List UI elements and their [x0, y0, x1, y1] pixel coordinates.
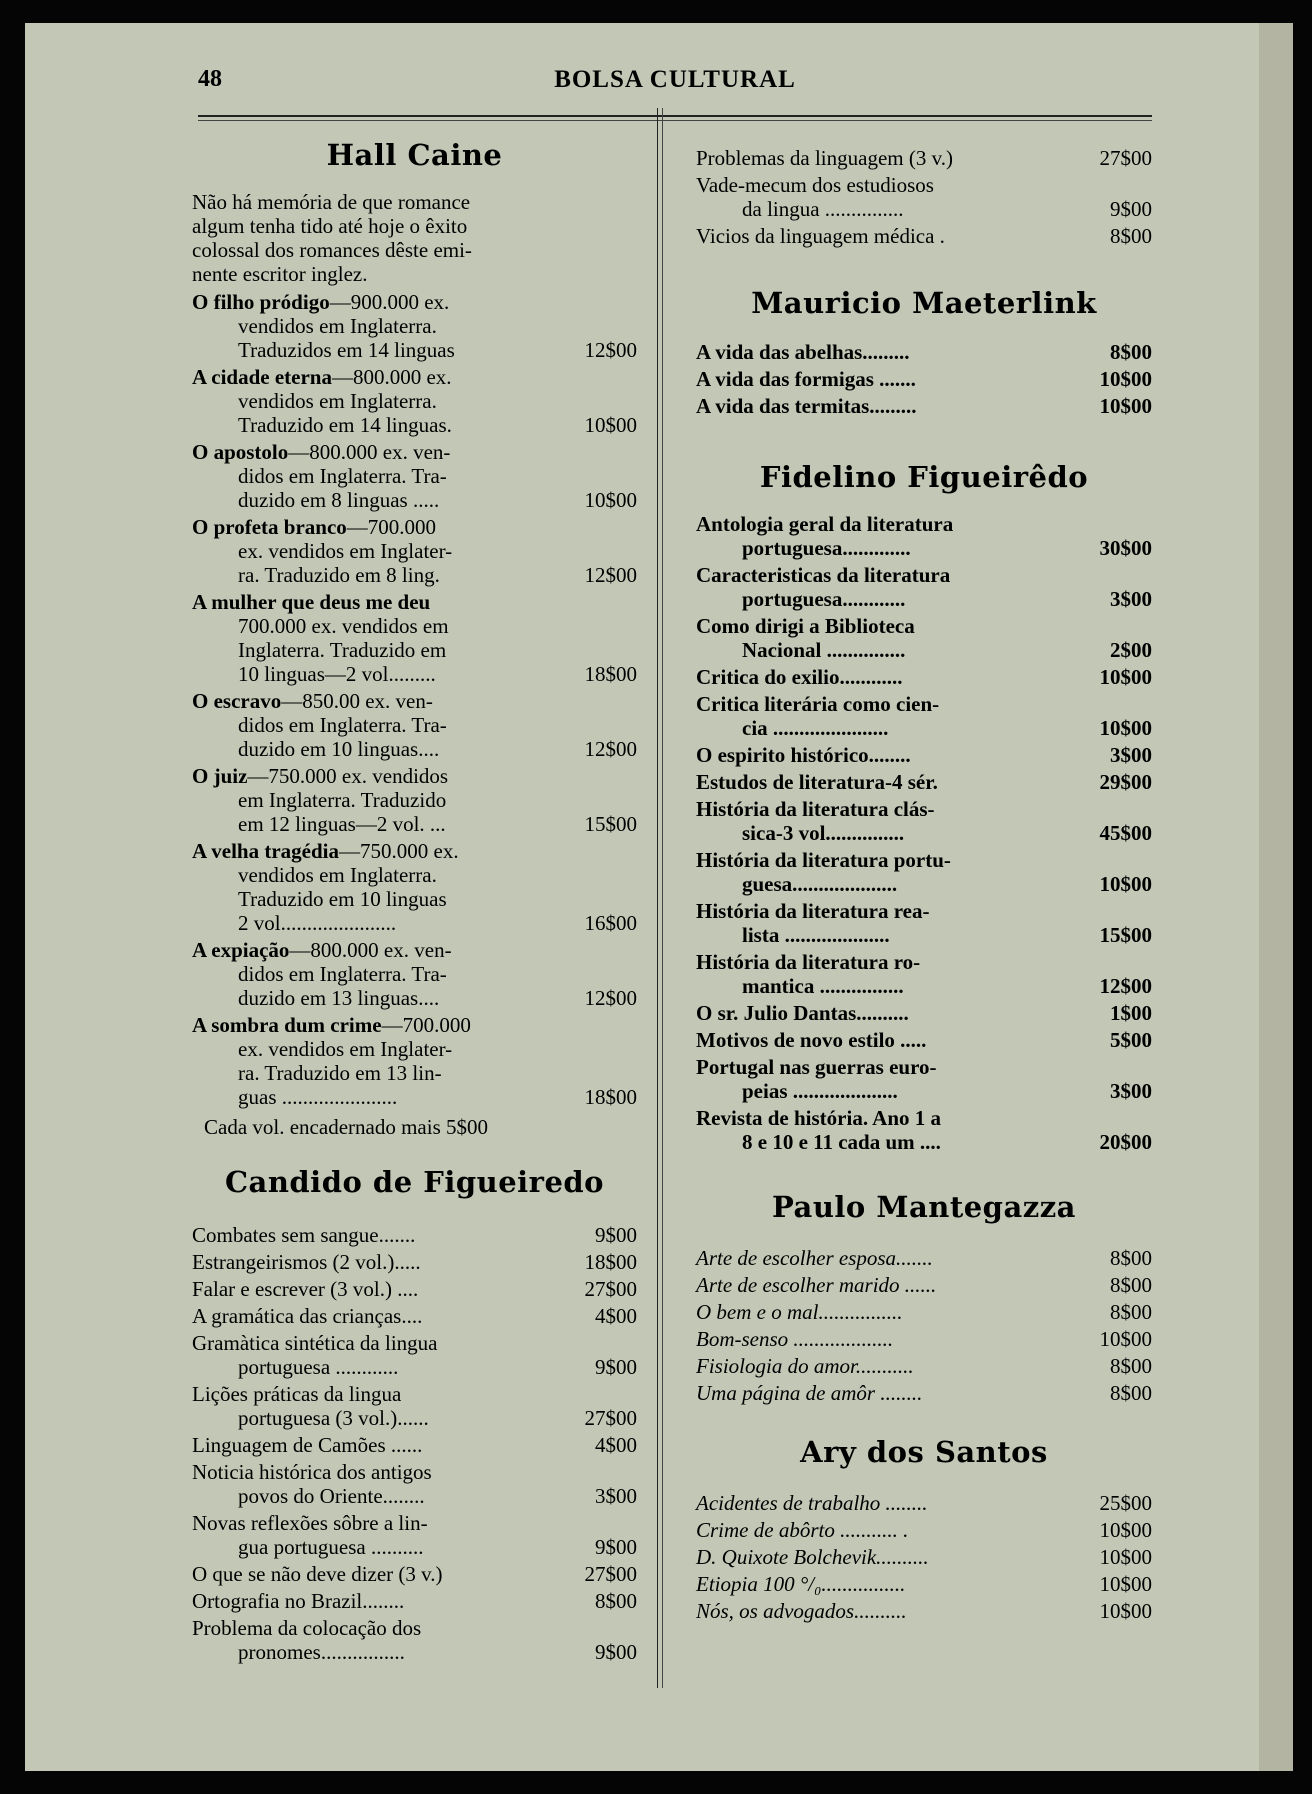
- entry-line: didos em Inglaterra. Tra-: [238, 713, 447, 737]
- catalog-entry: [192, 1616, 637, 1664]
- entry-title: [192, 1460, 559, 1508]
- entry-line: lista ....................: [742, 923, 890, 947]
- entry-line: vendidos em Inglaterra.: [238, 314, 437, 338]
- entry-line: Arte de escolher esposa.......: [696, 1246, 933, 1270]
- catalog-entry: [696, 394, 1152, 418]
- entry-line: O bem e o mal................: [696, 1300, 903, 1324]
- entry-title: [696, 1055, 1074, 1103]
- entry-title: [192, 1223, 559, 1247]
- entry-title: [192, 764, 559, 836]
- catalog-entry: [192, 839, 637, 935]
- entry-title: [696, 1273, 1074, 1297]
- entry-line: ex. vendidos em Inglater-: [238, 1037, 453, 1061]
- catalog-entry: [696, 665, 1152, 689]
- entry-line: peias ....................: [742, 1079, 898, 1103]
- entry-line: didos em Inglaterra. Tra-: [238, 464, 447, 488]
- entry-price: 29$00: [1099, 770, 1152, 794]
- catalog-entry: [696, 1273, 1152, 1297]
- entry-price: 4$00: [595, 1433, 637, 1457]
- entry-price: 27$00: [1099, 146, 1152, 170]
- entry-price: 9$00: [595, 1223, 637, 1247]
- catalog-entry: [192, 1304, 637, 1328]
- author-heading-ary: Ary dos Santos: [800, 1435, 1048, 1469]
- catalog-entry: [696, 1518, 1152, 1542]
- author-heading-candido: Candido de Figueiredo: [224, 1165, 605, 1199]
- entry-price: 3$00: [595, 1484, 637, 1508]
- entry-title: [192, 1382, 559, 1430]
- entry-line: Falar e escrever (3 vol.) ....: [192, 1277, 419, 1301]
- entry-title: [696, 665, 1074, 689]
- entry-title: [192, 365, 559, 437]
- entry-price: 8$00: [1110, 1381, 1152, 1405]
- entry-line: Critica literária como cien-: [696, 692, 940, 716]
- entry-title: [192, 1589, 559, 1613]
- catalog-entry: [192, 938, 637, 1010]
- entry-line: Fisiologia do amor...........: [696, 1354, 914, 1378]
- entry-title: [192, 1616, 559, 1664]
- entry-line: O juiz—750.000 ex. vendidos: [192, 764, 449, 788]
- intro-line: nente escritor inglez.: [192, 262, 368, 286]
- catalog-entry: [696, 614, 1152, 662]
- entry-title: [696, 512, 1074, 560]
- catalog-entry: [192, 590, 637, 686]
- entry-line: portuguesa............: [742, 587, 906, 611]
- catalog-entry: [696, 1028, 1152, 1052]
- catalog-entry: [192, 1460, 637, 1508]
- entry-price: 10$00: [1099, 1545, 1152, 1569]
- catalog-entry: [696, 770, 1152, 794]
- entry-line: Nacional ...............: [742, 638, 906, 662]
- entry-title: [696, 563, 1074, 611]
- catalog-entry: [696, 173, 1152, 221]
- entry-line: Como dirigi a Biblioteca: [696, 614, 915, 638]
- entry-line: O espirito histórico........: [696, 743, 911, 767]
- entry-line: A vida das abelhas.........: [696, 340, 910, 364]
- entry-line: Motivos de novo estilo .....: [696, 1028, 927, 1052]
- entry-line: duzido em 8 linguas .....: [238, 488, 440, 512]
- entry-line: 8 e 10 e 11 cada um ....: [742, 1130, 941, 1154]
- author-heading-fidelino: Fidelino Figueirêdo: [759, 460, 1089, 494]
- entry-price: 8$00: [1110, 1354, 1152, 1378]
- catalog-entry: [696, 797, 1152, 845]
- entry-line: O apostolo—800.000 ex. ven-: [192, 440, 451, 464]
- entry-title: [192, 689, 559, 761]
- entry-price: 10$00: [1099, 1518, 1152, 1542]
- entry-price: 8$00: [1110, 340, 1152, 364]
- column-divider-thin: [662, 108, 663, 1688]
- entry-line: mantica ................: [742, 974, 904, 998]
- entry-price: 16$00: [584, 911, 637, 935]
- right-column: [696, 146, 1152, 1623]
- catalog-entry: [192, 1331, 637, 1379]
- entry-price: 27$00: [584, 1277, 637, 1301]
- entry-price: 9$00: [595, 1640, 637, 1664]
- entry-title: [192, 1511, 559, 1559]
- entry-title: [696, 1028, 1074, 1052]
- intro-line: algum tenha tido até hoje o êxito: [192, 214, 468, 238]
- mantegazza-list: [696, 1246, 1152, 1405]
- maeterlink-list: [696, 340, 1152, 418]
- catalog-entry: [192, 1223, 637, 1247]
- entry-price: 20$00: [1099, 1130, 1152, 1154]
- entry-line: Etiopia 100 °/₀................: [696, 1572, 906, 1596]
- entry-title: [192, 515, 559, 587]
- entry-price: 9$00: [595, 1355, 637, 1379]
- entry-line: cia ......................: [742, 716, 889, 740]
- candido-list-continued: [696, 146, 1152, 248]
- entry-line: 700.000 ex. vendidos em: [238, 614, 449, 638]
- entry-line: portuguesa (3 vol.)......: [238, 1406, 429, 1430]
- entry-title: [192, 938, 559, 1010]
- entry-line: História da literatura rea-: [696, 899, 930, 923]
- entry-price: 8$00: [1110, 1300, 1152, 1324]
- catalog-entry: [192, 1511, 637, 1559]
- entry-line: Uma página de amôr ........: [696, 1381, 923, 1405]
- entry-line: A vida das termitas.........: [696, 394, 917, 418]
- catalog-entry: [696, 340, 1152, 364]
- entry-title: [696, 1599, 1074, 1623]
- entry-price: 3$00: [1110, 1079, 1152, 1103]
- entry-line: da lingua ...............: [742, 197, 904, 221]
- entry-line: Problemas da linguagem (3 v.): [696, 146, 953, 170]
- intro-line: colossal dos romances dêste emi-: [192, 238, 472, 262]
- entry-title: [696, 899, 1074, 947]
- entry-line: Lições práticas da lingua: [192, 1382, 402, 1406]
- entry-line: 10 linguas—2 vol.........: [238, 662, 436, 686]
- entry-title: [192, 590, 559, 686]
- entry-title: [696, 1491, 1074, 1515]
- entry-price: 10$00: [1099, 367, 1152, 391]
- catalog-entry: [696, 1572, 1152, 1596]
- entry-price: 25$00: [1099, 1491, 1152, 1515]
- entry-title: [696, 848, 1074, 896]
- entry-price: 12$00: [584, 338, 637, 362]
- entry-title: [192, 1250, 559, 1274]
- catalog-entry: [696, 1246, 1152, 1270]
- entry-line: A vida das formigas .......: [696, 367, 916, 391]
- catalog-entry: [192, 764, 637, 836]
- entry-line: Inglaterra. Traduzido em: [238, 638, 447, 662]
- entry-line: 2 vol......................: [238, 911, 397, 935]
- entry-line: Critica do exilio............: [696, 665, 903, 689]
- intro-line: Não há memória de que romance: [192, 190, 471, 214]
- entry-line: Estrangeirismos (2 vol.).....: [192, 1250, 421, 1274]
- entry-title: [696, 367, 1074, 391]
- catalog-entry: [696, 512, 1152, 560]
- entry-price: 18$00: [584, 1085, 637, 1109]
- catalog-entry: [696, 950, 1152, 998]
- page-number: 48: [198, 66, 222, 92]
- entry-title: [192, 1331, 559, 1379]
- entry-line: Novas reflexões sôbre a lin-: [192, 1511, 428, 1535]
- entry-title: [696, 950, 1074, 998]
- entry-line: Arte de escolher marido ......: [696, 1273, 937, 1297]
- entry-line: Crime de abôrto ........... .: [696, 1518, 909, 1542]
- entry-price: 10$00: [1099, 716, 1152, 740]
- entry-line: A sombra dum crime—700.000: [192, 1013, 471, 1037]
- entry-line: povos do Oriente........: [238, 1484, 425, 1508]
- entry-title: [696, 340, 1074, 364]
- entry-price: 15$00: [584, 812, 637, 836]
- catalog-entry: [696, 848, 1152, 896]
- entry-title: [696, 1246, 1074, 1270]
- entry-line: Combates sem sangue.......: [192, 1223, 416, 1247]
- catalog-entry: [192, 290, 637, 362]
- entry-line: História da literatura ro-: [696, 950, 921, 974]
- entry-title: [696, 394, 1074, 418]
- entry-line: A gramática das crianças....: [192, 1304, 423, 1328]
- entry-line: gua portuguesa ..........: [238, 1535, 424, 1559]
- entry-line: Noticia histórica dos antigos: [192, 1460, 432, 1484]
- entry-line: Linguagem de Camões ......: [192, 1433, 423, 1457]
- binding-note: Cada vol. encadernado mais 5$00: [204, 1115, 488, 1139]
- entry-price: 4$00: [595, 1304, 637, 1328]
- entry-price: 8$00: [1110, 1246, 1152, 1270]
- entry-price: 5$00: [1110, 1028, 1152, 1052]
- entry-title: [696, 1381, 1074, 1405]
- entry-title: [696, 1572, 1074, 1596]
- entry-line: Caracteristicas da literatura: [696, 563, 951, 587]
- entry-line: Portugal nas guerras euro-: [696, 1055, 937, 1079]
- entry-line: pronomes................: [238, 1640, 405, 1664]
- entry-line: em 12 linguas—2 vol. ...: [238, 812, 446, 836]
- entry-line: Vade-mecum dos estudiosos: [696, 173, 934, 197]
- entry-price: 10$00: [1099, 1572, 1152, 1596]
- header-rule: [198, 115, 1152, 117]
- entry-title: [696, 614, 1074, 662]
- entry-line: Nós, os advogados..........: [696, 1599, 907, 1623]
- entry-price: 3$00: [1110, 587, 1152, 611]
- column-divider: [657, 108, 658, 1688]
- entry-line: duzido em 10 linguas....: [238, 737, 440, 761]
- catalog-entry: [696, 1381, 1152, 1405]
- catalog-entry: [696, 224, 1152, 248]
- catalog-entry: [192, 515, 637, 587]
- catalog-entry: [192, 689, 637, 761]
- entry-price: 10$00: [1099, 665, 1152, 689]
- catalog-entry: [696, 1599, 1152, 1623]
- catalog-entry: [696, 367, 1152, 391]
- entry-price: 8$00: [1110, 1273, 1152, 1297]
- catalog-entry: [696, 1055, 1152, 1103]
- entry-price: 8$00: [595, 1589, 637, 1613]
- catalog-entry: [696, 692, 1152, 740]
- publication-title: BOLSA CULTURAL: [554, 66, 796, 93]
- entry-line: ex. vendidos em Inglater-: [238, 539, 453, 563]
- author-heading-hall-caine: Hall Caine: [326, 138, 503, 172]
- entry-line: A mulher que deus me deu: [192, 590, 431, 614]
- entry-price: 18$00: [584, 662, 637, 686]
- entry-price: 8$00: [1110, 224, 1152, 248]
- catalog-entry: [696, 1001, 1152, 1025]
- entry-price: 30$00: [1099, 536, 1152, 560]
- catalog-entry: [696, 1354, 1152, 1378]
- entry-price: 12$00: [584, 563, 637, 587]
- fidelino-list: [696, 512, 1152, 1154]
- entry-line: ra. Traduzido em 13 lin-: [238, 1061, 442, 1085]
- catalog-entry: [192, 1562, 637, 1586]
- entry-title: [696, 797, 1074, 845]
- entry-price: 10$00: [1099, 394, 1152, 418]
- entry-line: O filho pródigo—900.000 ex.: [192, 290, 450, 314]
- entry-line: Traduzidos em 14 linguas: [238, 338, 455, 362]
- entry-title: [696, 1106, 1074, 1154]
- catalog-entry: [192, 365, 637, 437]
- entry-price: 45$00: [1099, 821, 1152, 845]
- entry-line: duzido em 13 linguas....: [238, 986, 440, 1010]
- catalog-entry: [192, 440, 637, 512]
- entry-title: [696, 146, 1074, 170]
- entry-line: Antologia geral da literatura: [696, 512, 954, 536]
- entry-line: A expiação—800.000 ex. ven-: [192, 938, 452, 962]
- entry-line: guas ......................: [238, 1085, 398, 1109]
- entry-title: [696, 1001, 1074, 1025]
- entry-price: 12$00: [1099, 974, 1152, 998]
- entry-title: [696, 692, 1074, 740]
- entry-line: O escravo—850.00 ex. ven-: [192, 689, 433, 713]
- entry-line: Ortografia no Brazil........: [192, 1589, 405, 1613]
- entry-title: [696, 1518, 1074, 1542]
- entry-title: [192, 1304, 559, 1328]
- entry-line: História da literatura portu-: [696, 848, 951, 872]
- entry-line: O que se não deve dizer (3 v.): [192, 1562, 443, 1586]
- entry-title: [696, 224, 1074, 248]
- entry-line: D. Quixote Bolchevik..........: [696, 1545, 929, 1569]
- entry-price: 10$00: [1099, 1599, 1152, 1623]
- entry-line: Estudos de literatura-4 sér.: [696, 770, 938, 794]
- catalog-entry: [192, 1250, 637, 1274]
- catalog-entry: [696, 899, 1152, 947]
- catalog-entry: [696, 146, 1152, 170]
- entry-price: 12$00: [584, 737, 637, 761]
- entry-title: [192, 1562, 559, 1586]
- entry-price: 10$00: [584, 413, 637, 437]
- entry-price: 9$00: [1110, 197, 1152, 221]
- entry-price: 10$00: [1099, 872, 1152, 896]
- entry-line: portuguesa ............: [238, 1355, 399, 1379]
- catalog-entry: [696, 1300, 1152, 1324]
- catalog-entry: [696, 1106, 1152, 1154]
- entry-title: [696, 1327, 1074, 1351]
- entry-line: Traduzido em 10 linguas: [238, 887, 447, 911]
- entry-line: O profeta branco—700.000: [192, 515, 437, 539]
- author-heading-maeterlink: Mauricio Maeterlink: [751, 286, 1097, 320]
- entry-title: [696, 173, 1074, 221]
- entry-line: Revista de história. Ano 1 a: [696, 1106, 942, 1130]
- candido-list: [192, 1223, 637, 1664]
- entry-line: portuguesa.............: [742, 536, 911, 560]
- entry-line: Gramàtica sintética da lingua: [192, 1331, 438, 1355]
- catalog-entry: [696, 1327, 1152, 1351]
- catalog-entry: [696, 1545, 1152, 1569]
- entry-line: A cidade eterna—800.000 ex.: [192, 365, 452, 389]
- catalog-entry: [696, 1491, 1152, 1515]
- entry-line: História da literatura clás-: [696, 797, 935, 821]
- entry-price: 27$00: [584, 1562, 637, 1586]
- catalog-entry: [696, 743, 1152, 767]
- entry-title: [696, 743, 1074, 767]
- entry-line: Problema da colocação dos: [192, 1616, 422, 1640]
- entry-line: Traduzido em 14 linguas.: [238, 413, 452, 437]
- entry-title: [192, 290, 559, 362]
- entry-price: 18$00: [584, 1250, 637, 1274]
- entry-title: [192, 839, 559, 935]
- entry-line: ra. Traduzido em 8 ling.: [238, 563, 440, 587]
- entry-price: 1$00: [1110, 1001, 1152, 1025]
- entry-price: 12$00: [584, 986, 637, 1010]
- catalog-entry: [192, 1589, 637, 1613]
- entry-title: [696, 1545, 1074, 1569]
- entry-price: 9$00: [595, 1535, 637, 1559]
- entry-price: 10$00: [1099, 1327, 1152, 1351]
- header-rule-thin: [198, 120, 1152, 121]
- page-header: [198, 66, 1152, 110]
- catalog-entry: [192, 1382, 637, 1430]
- entry-line: A velha tragédia—750.000 ex.: [192, 839, 459, 863]
- catalog-entry: [192, 1013, 637, 1109]
- hall-caine-list: [192, 290, 637, 1109]
- catalog-entry: [696, 563, 1152, 611]
- entry-line: Acidentes de trabalho ........: [696, 1491, 928, 1515]
- entry-price: 3$00: [1110, 743, 1152, 767]
- author-heading-mantegazza: Paulo Mantegazza: [772, 1190, 1076, 1224]
- entry-line: vendidos em Inglaterra.: [238, 863, 437, 887]
- entry-line: Vicios da linguagem médica .: [696, 224, 945, 248]
- entry-price: 10$00: [584, 488, 637, 512]
- entry-title: [192, 1433, 559, 1457]
- entry-line: didos em Inglaterra. Tra-: [238, 962, 447, 986]
- entry-line: O sr. Julio Dantas..........: [696, 1001, 909, 1025]
- entry-line: sica-3 vol...............: [742, 821, 905, 845]
- entry-line: guesa....................: [742, 872, 898, 896]
- entry-title: [696, 770, 1074, 794]
- entry-title: [192, 1013, 559, 1109]
- left-column: [192, 138, 637, 1664]
- entry-title: [192, 440, 559, 512]
- entry-title: [696, 1354, 1074, 1378]
- entry-line: Bom-senso ...................: [696, 1327, 894, 1351]
- hall-caine-intro: [192, 190, 637, 286]
- entry-title: [192, 1277, 559, 1301]
- entry-line: vendidos em Inglaterra.: [238, 389, 437, 413]
- entry-line: em Inglaterra. Traduzido: [238, 788, 447, 812]
- catalog-entry: [192, 1277, 637, 1301]
- ary-list: [696, 1491, 1152, 1623]
- entry-title: [696, 1300, 1074, 1324]
- entry-price: 27$00: [584, 1406, 637, 1430]
- catalog-entry: [192, 1433, 637, 1457]
- entry-price: 15$00: [1099, 923, 1152, 947]
- entry-price: 2$00: [1110, 638, 1152, 662]
